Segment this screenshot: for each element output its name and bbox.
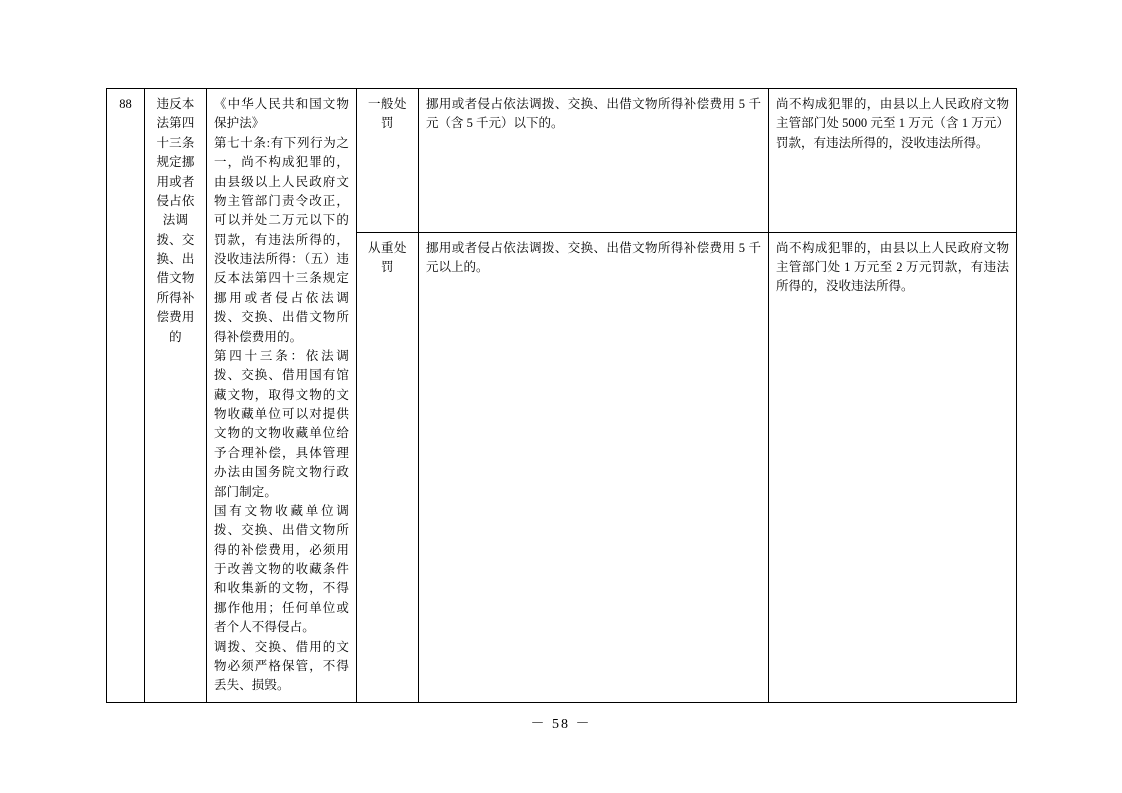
violation-act-cell: 违反本法第四十三条规定挪用或者侵占依法调拨、交换、出借文物所得补偿费用的 [145,89,207,703]
legal-basis-line: 国有文物收藏单位调拨、交换、出借文物所得的补偿费用，必须用于改善文物的收藏条件和收集新的文物，不得挪作他用；任何单位或者个人不得侵占。 [214,503,349,635]
legal-basis-line: 第七十条:有下列行为之一，尚不构成犯罪的，由县级以上人民政府文物主管部门责令改正，可以并处二万元以下的罚款，有违法所得的，没收违法所得：（五）违反本法第四十三条规定挪用或者侵占依法调拨、交换、出借文物所得补偿费用的。 [214,135,349,344]
circumstance-cell: 挪用或者侵占依法调拨、交换、出借文物所得补偿费用 5 千元（含 5 千元）以下的。 [419,89,769,233]
penalty-type-cell: 从重处罚 [357,232,419,702]
circumstance-cell: 挪用或者侵占依法调拨、交换、出借文物所得补偿费用 5 千元以上的。 [419,232,769,702]
penalty-result-cell: 尚不构成犯罪的，由县以上人民政府文物主管部门处 1 万元至 2 万元罚款，有违法所得的，没收违法所得。 [769,232,1017,702]
legal-basis-line: 第四十三条：依法调拨、交换、借用国有馆藏文物，取得文物的文物收藏单位可以对提供文物的文物收藏单位给予合理补偿，具体管理办法由国务院文物行政部门制定。 [214,348,349,499]
penalty-type-cell: 一般处罚 [357,89,419,233]
legal-basis-line: 调拨、交换、借用的文物必须严格保管，不得丢失、损毁。 [214,639,349,693]
legal-basis-cell [207,89,357,703]
legal-basis-line: 《中华人民共和国文物保护法》 [214,97,349,131]
page-number: － 58 － [530,717,592,732]
penalty-result-cell: 尚不构成犯罪的，由县以上人民政府文物主管部门处 5000 元至 1 万元（含 1 万元）罚款，有违法所得的，没收违法所得。 [769,89,1017,233]
row-number-cell: 88 [107,89,145,703]
penalty-discretion-table [106,88,1017,703]
table-row [107,89,1017,233]
